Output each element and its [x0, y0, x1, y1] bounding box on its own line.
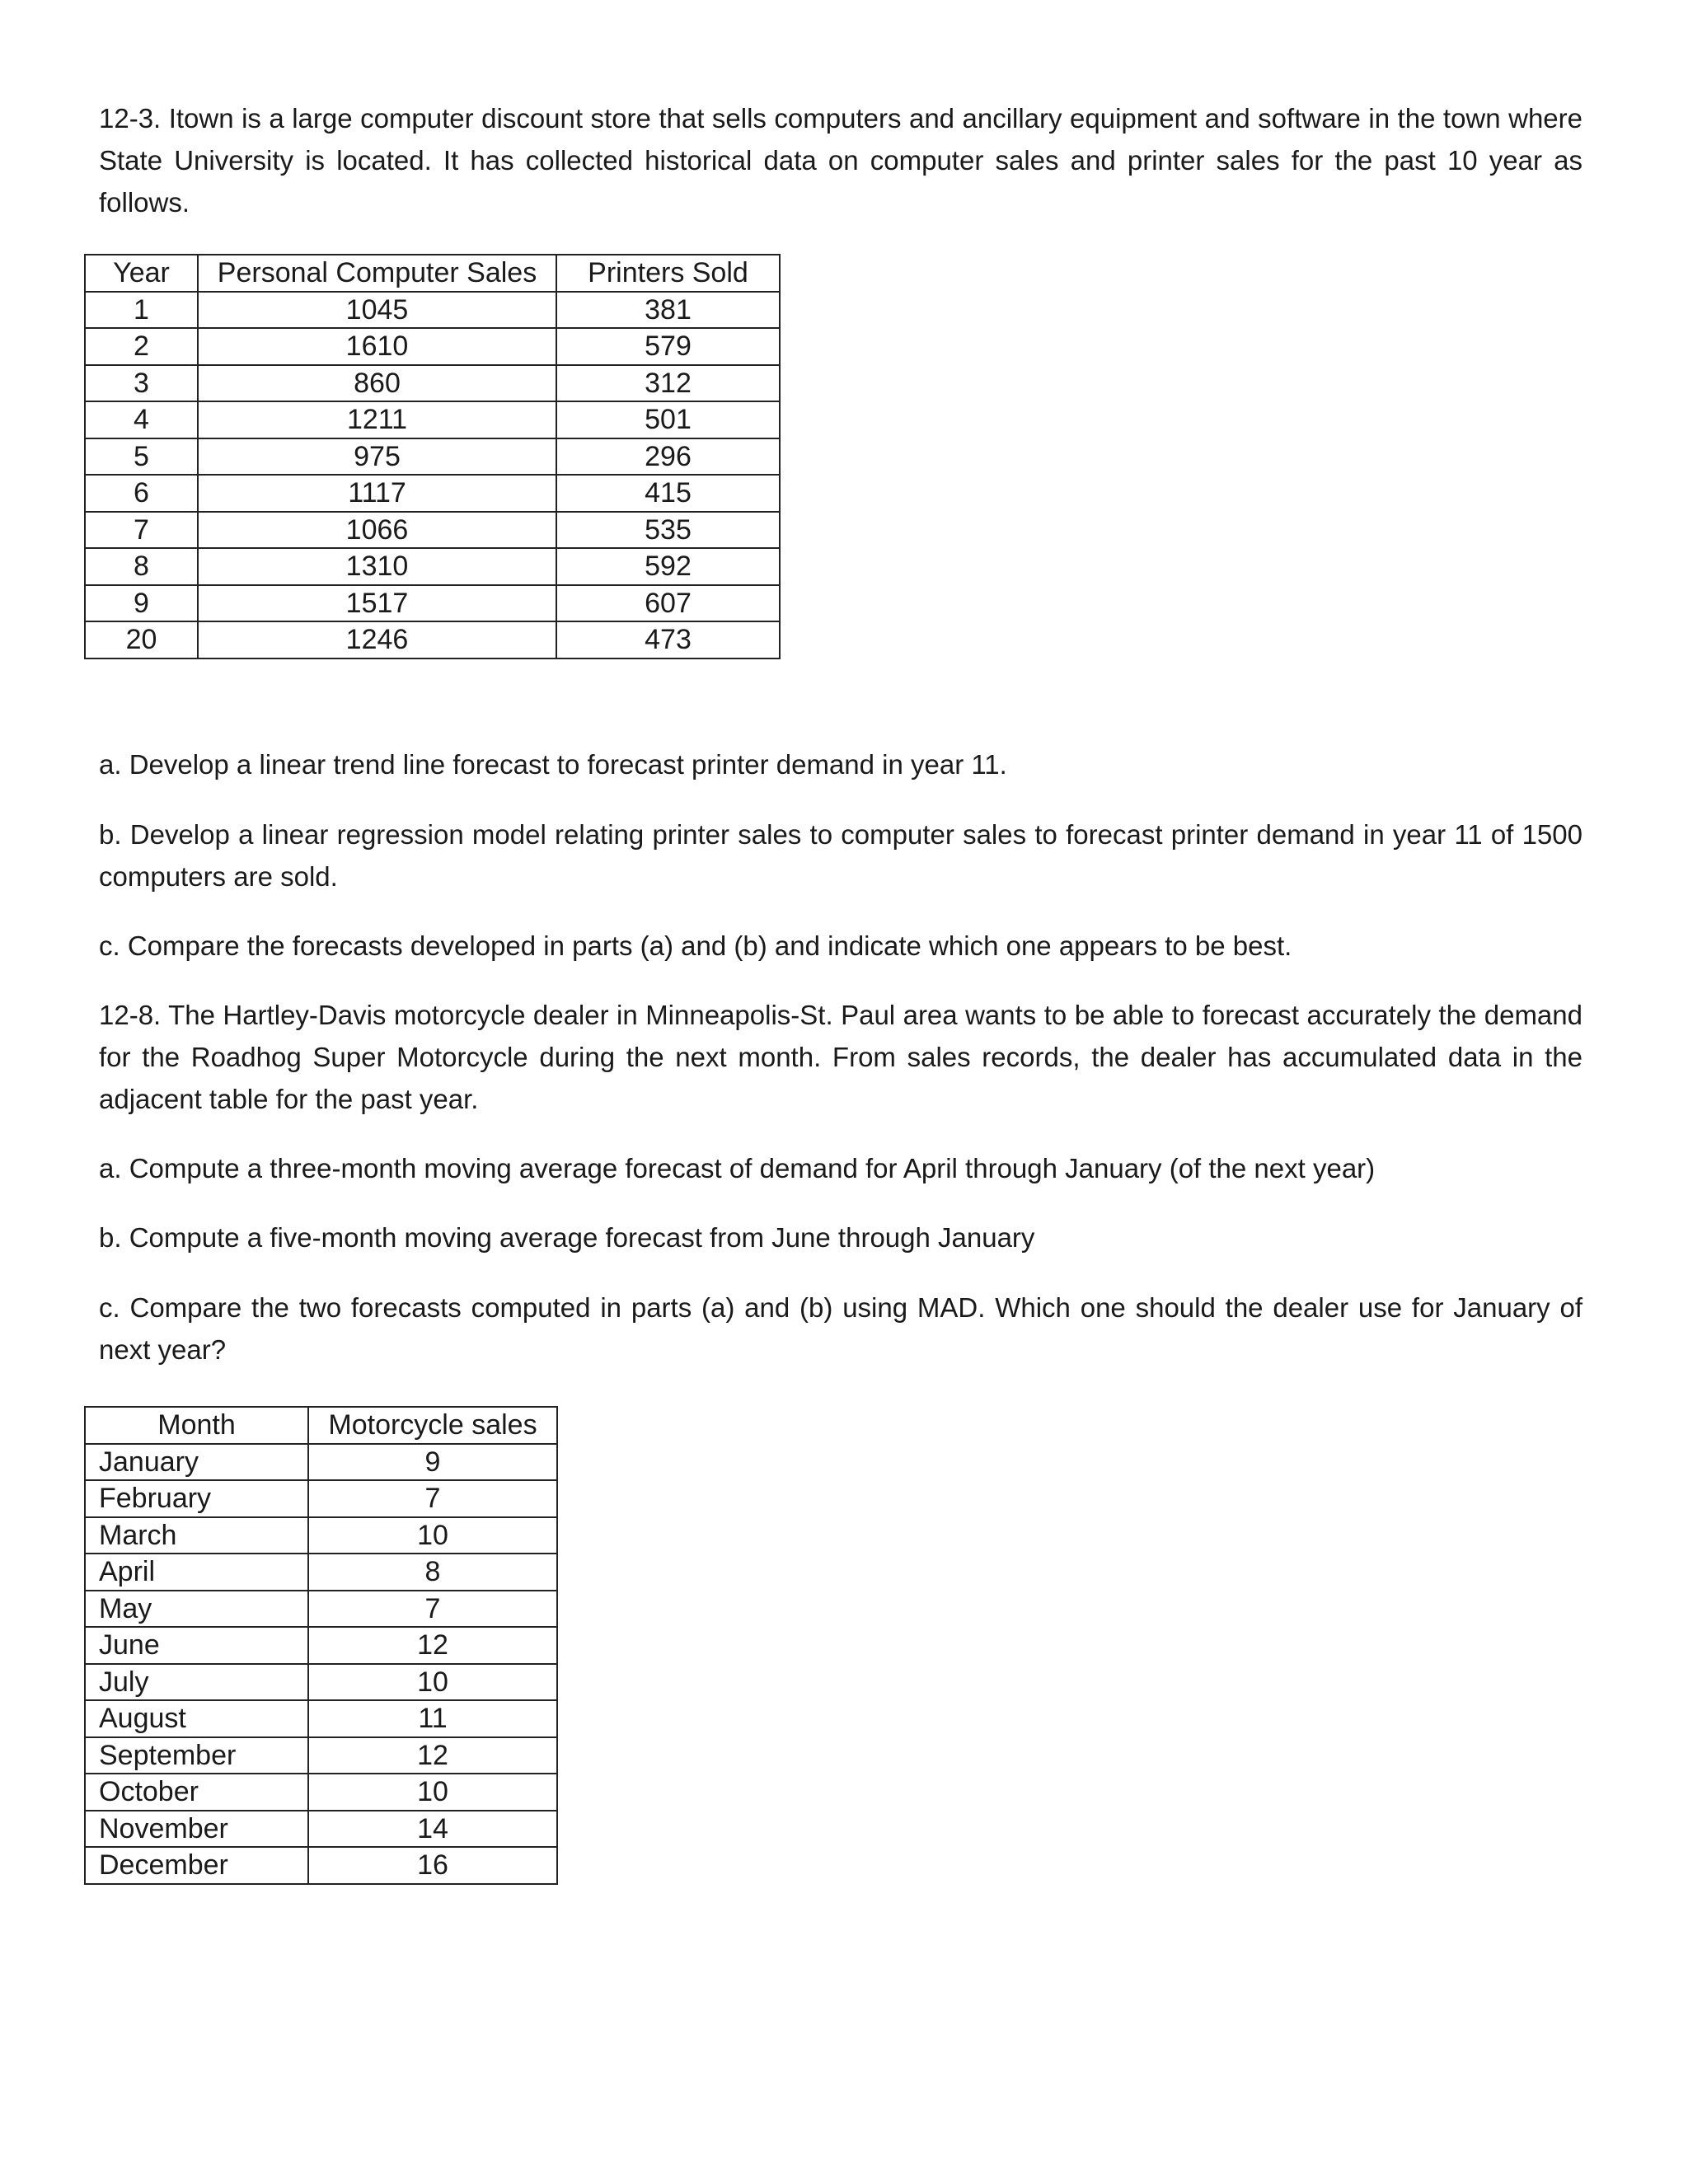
- pc-sales-cell: 860: [198, 365, 556, 402]
- printers-sold-cell: 579: [556, 328, 780, 365]
- motorcycle-sales-table: [84, 1406, 558, 1885]
- table-row: [85, 475, 780, 512]
- sales-cell: 11: [308, 1700, 557, 1737]
- printers-sold-cell: 592: [556, 548, 780, 585]
- month-cell: June: [85, 1627, 308, 1664]
- sales-cell: 8: [308, 1554, 557, 1591]
- year-cell: 3: [85, 365, 198, 402]
- problem-12-3-intro: 12-3. Itown is a large computer discount store that sells computers and ancillary equipment and software in the town where State University is located. It has collected historical data on computer sales and printer sales for the past 10 year as follows.: [99, 103, 1582, 218]
- problem-12-3-part-c: c. Compare the forecasts developed in parts (a) and (b) and indicate which one appears to be best.: [99, 930, 1292, 961]
- problem-12-3-part-b: b. Develop a linear regression model relating printer sales to computer sales to forecast printer demand in year 11 of 1500 computers are sold.: [99, 819, 1582, 892]
- month-cell: May: [85, 1591, 308, 1628]
- month-cell: January: [85, 1444, 308, 1481]
- printers-sold-cell: 607: [556, 585, 780, 622]
- sales-cell: 16: [308, 1847, 557, 1884]
- table-row: [85, 1737, 557, 1774]
- pc-sales-cell: 1517: [198, 585, 556, 622]
- pc-sales-cell: 1045: [198, 292, 556, 329]
- year-cell: 20: [85, 621, 198, 658]
- problem-12-8-part-a: a. Compute a three-month moving average forecast of demand for April through January (of the next year): [99, 1153, 1376, 1183]
- pc-sales-cell: 1117: [198, 475, 556, 512]
- sales-cell: 7: [308, 1480, 557, 1517]
- pc-sales-cell: 1246: [198, 621, 556, 658]
- year-cell: 2: [85, 328, 198, 365]
- pc-sales-cell: 975: [198, 438, 556, 476]
- month-cell: March: [85, 1517, 308, 1554]
- table-row: [85, 1700, 557, 1737]
- year-cell: 9: [85, 585, 198, 622]
- printers-sold-cell: 381: [556, 292, 780, 329]
- table-row: [85, 1480, 557, 1517]
- table-header-row: [85, 1407, 557, 1444]
- printers-sold-cell: 501: [556, 401, 780, 438]
- computer-printer-sales-table: [84, 254, 781, 659]
- table-row: [85, 401, 780, 438]
- table-row: [85, 1517, 557, 1554]
- printers-sold-cell: 296: [556, 438, 780, 476]
- month-cell: November: [85, 1811, 308, 1848]
- column-header-motorcycle-sales: Motorcycle sales: [308, 1407, 557, 1444]
- sales-cell: 9: [308, 1444, 557, 1481]
- table-row: [85, 1591, 557, 1628]
- year-cell: 8: [85, 548, 198, 585]
- table-row: [85, 1554, 557, 1591]
- printers-sold-cell: 535: [556, 512, 780, 549]
- table-row: [85, 512, 780, 549]
- column-header-month: Month: [85, 1407, 308, 1444]
- column-header-pc-sales: Personal Computer Sales: [198, 255, 556, 292]
- table-row: [85, 585, 780, 622]
- table-row: [85, 621, 780, 658]
- month-cell: August: [85, 1700, 308, 1737]
- problem-12-8-intro: 12-8. The Hartley-Davis motorcycle dealer in Minneapolis-St. Paul area wants to be able to forecast accurately the demand for the Roadhog Super Motorcycle during the next month. From sales records, the dealer has accumulated data in the adjacent table for the past year.: [99, 1000, 1582, 1114]
- table-row: [85, 292, 780, 329]
- month-cell: February: [85, 1480, 308, 1517]
- table-header-row: [85, 255, 780, 292]
- sales-cell: 7: [308, 1591, 557, 1628]
- printers-sold-cell: 473: [556, 621, 780, 658]
- printers-sold-cell: 415: [556, 475, 780, 512]
- column-header-printers-sold: Printers Sold: [556, 255, 780, 292]
- month-cell: October: [85, 1774, 308, 1811]
- problem-12-3-part-a: a. Develop a linear trend line forecast to forecast printer demand in year 11.: [99, 749, 1007, 780]
- month-cell: July: [85, 1664, 308, 1701]
- month-cell: April: [85, 1554, 308, 1591]
- sales-cell: 12: [308, 1627, 557, 1664]
- column-header-year: Year: [85, 255, 198, 292]
- month-cell: September: [85, 1737, 308, 1774]
- table-row: [85, 365, 780, 402]
- sales-cell: 10: [308, 1774, 557, 1811]
- problem-12-8-part-c: c. Compare the two forecasts computed in parts (a) and (b) using MAD. Which one should the dealer use for January of next year?: [99, 1292, 1582, 1365]
- sales-cell: 12: [308, 1737, 557, 1774]
- year-cell: 4: [85, 401, 198, 438]
- year-cell: 7: [85, 512, 198, 549]
- table-row: [85, 1664, 557, 1701]
- table-row: [85, 1774, 557, 1811]
- pc-sales-cell: 1211: [198, 401, 556, 438]
- month-cell: December: [85, 1847, 308, 1884]
- table-row: [85, 328, 780, 365]
- pc-sales-cell: 1066: [198, 512, 556, 549]
- sales-cell: 14: [308, 1811, 557, 1848]
- year-cell: 1: [85, 292, 198, 329]
- problem-12-8-part-b: b. Compute a five-month moving average forecast from June through January: [99, 1222, 1035, 1253]
- printers-sold-cell: 312: [556, 365, 780, 402]
- sales-cell: 10: [308, 1664, 557, 1701]
- year-cell: 6: [85, 475, 198, 512]
- table-row: [85, 438, 780, 476]
- pc-sales-cell: 1610: [198, 328, 556, 365]
- table-row: [85, 1444, 557, 1481]
- table-row: [85, 1627, 557, 1664]
- year-cell: 5: [85, 438, 198, 476]
- table-row: [85, 1811, 557, 1848]
- table-row: [85, 548, 780, 585]
- pc-sales-cell: 1310: [198, 548, 556, 585]
- table-row: [85, 1847, 557, 1884]
- sales-cell: 10: [308, 1517, 557, 1554]
